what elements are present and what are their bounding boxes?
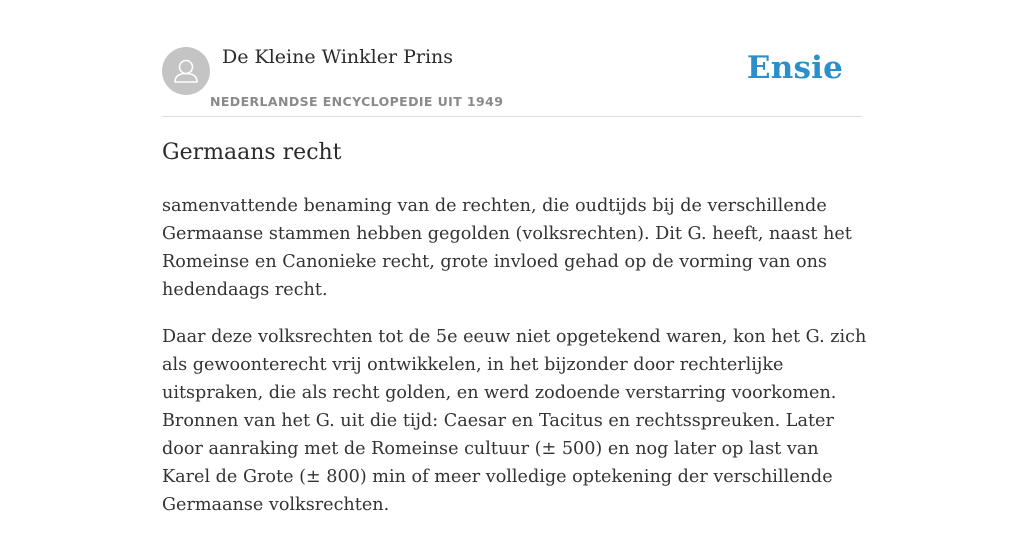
source-subtitle: NEDERLANDSE ENCYCLOPEDIE UIT 1949	[210, 94, 504, 109]
avatar[interactable]	[162, 47, 210, 95]
article-paragraph: samenvattende benaming van de rechten, die oudtijds bij de verschillende Germaanse stammen hebben gegolden (volksrechten). Dit G. heeft, naast het Romeinse en Canonieke recht, grote invloed gehad op de vorming van ons hedendaags recht.	[162, 196, 852, 300]
article-body	[162, 192, 872, 538]
source-title[interactable]: De Kleine Winkler Prins	[222, 46, 454, 68]
user-icon	[162, 47, 210, 95]
ensie-logo[interactable]: Ensie	[746, 50, 843, 86]
article-paragraph: Daar deze volksrechten tot de 5e eeuw niet opgetekend waren, kon het G. zich als gewoonterecht vrij ontwikkelen, in het bijzonder door rechterlijke uitspraken, die als recht golden, en werd zodoende verstarring voorkomen. Bronnen van het G. uit die tijd: Caesar en Tacitus en rechtsspreuken. Later door aanraking met de Romeinse cultuur (± 500) en nog later op last van Karel de Grote (± 800) min of meer volledige optekening der verschillende Germaanse volksrechten.	[162, 327, 867, 515]
source-header	[162, 0, 862, 117]
page	[162, 0, 867, 515]
article-title: Germaans recht	[162, 140, 342, 165]
